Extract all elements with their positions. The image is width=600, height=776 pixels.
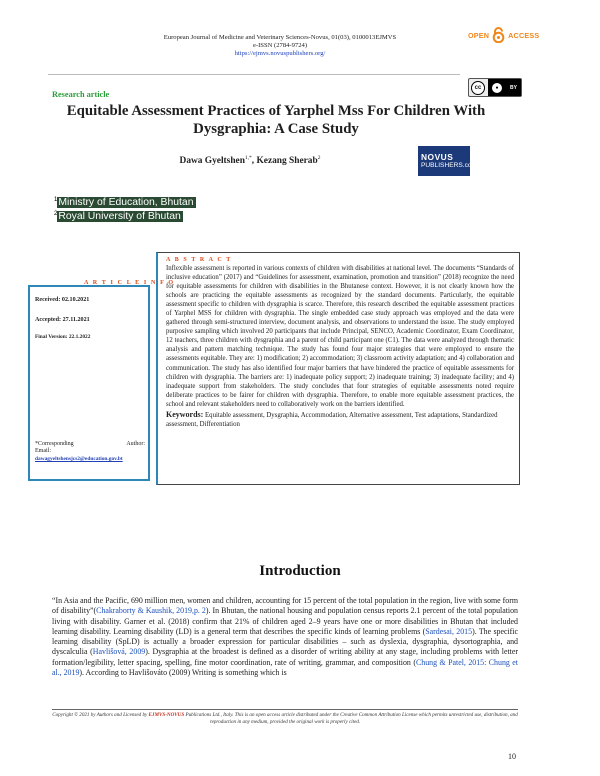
keywords bbox=[166, 410, 514, 429]
journal-url[interactable]: https://ejmvs.novuspublishers.org/ bbox=[234, 50, 326, 58]
intro-text-4: ). Dysgraphia at the broadest is defined as a disorder of writing ability at any stage, including problems with letter formation/legibility, letter spacing, spelling, fine motor coordination, rate of writing, grammar, and composition ( bbox=[52, 647, 518, 667]
intro-text-5: ). According to Havlišováto (2009) Writing is something which is bbox=[79, 668, 287, 678]
intro-text-2: ). In Bhutan, the national housing and population census reports 2.1 percent of the total population living with disability. Garner et al. (2018) confirm that 21% of children aged 2–9 years have one or more disabilities in Bhutan that included learning disability. Learning disability (LD) is a general term that describes the specific kinds of learning problems ( bbox=[52, 606, 518, 636]
article-info-heading: A R T I C L E I N F O bbox=[84, 280, 175, 286]
page-number: 10 bbox=[508, 752, 516, 761]
affiliation-2-num: 2 bbox=[54, 211, 58, 217]
citation-2[interactable]: Sardesai, 2015 bbox=[425, 626, 473, 636]
introduction-heading: Introduction bbox=[259, 563, 341, 579]
novus-logo-line1: NOVUS bbox=[421, 151, 454, 162]
issn: e-ISSN (2784-9724) bbox=[252, 42, 308, 50]
cc-bar bbox=[488, 79, 521, 96]
corresponding-label: *Corresponding bbox=[35, 441, 74, 447]
final-version-date: Final Version: 22.1.2022 bbox=[35, 334, 91, 340]
abstract-box bbox=[156, 252, 520, 485]
cc-by-label: BY bbox=[510, 84, 517, 91]
footer-post: Publications Ltd., Italy. This is an open access article distributed under the Creative Common Attribution License which permits unrestricted use, distribution, and reproduction in any medium, provided the original work is properly cited. bbox=[184, 712, 518, 725]
abstract-heading: A B S T R A C T bbox=[166, 257, 232, 263]
article-info-box bbox=[28, 285, 150, 481]
cc-license-badge bbox=[468, 78, 522, 97]
introduction-paragraph bbox=[52, 596, 518, 678]
open-lock-icon bbox=[492, 27, 505, 43]
footer-publisher: EJMVS-NOVUS bbox=[148, 712, 185, 718]
open-access-right: ACCESS bbox=[508, 30, 540, 40]
journal-line: European Journal of Medicine and Veterinary Sciences-Novus, 01(03), 0100013EJMVS bbox=[163, 34, 397, 41]
person-icon: ● bbox=[492, 83, 502, 93]
author-1: Dawa Gyeltshen bbox=[179, 156, 245, 167]
affiliation-2 bbox=[54, 211, 183, 222]
citation-1[interactable]: Chakraborty & Kaushik, 2019,p. 2 bbox=[96, 606, 206, 616]
received-date: Received: 02.10.2021 bbox=[35, 297, 90, 303]
author-2: Kezang Sherab bbox=[256, 156, 318, 167]
author-2-sup: 2 bbox=[317, 155, 321, 161]
author-separator: , bbox=[251, 156, 257, 167]
open-access-left: OPEN bbox=[468, 30, 490, 40]
abstract-text: Inflexible assessment is reported in various contexts of children with disabilities at national level. The documents “Standards of inclusive education” (2017) and “Guidelines for assessment, examination, promotion and transition” (2018) recognize the need for equitable assessments for children with disabilities in the Bhutanese context. However, it is not clearly known how the schools are practicing the equitable assessments as recognized by the standard documents. Particularly, the equitable assessment specific to children with dysgraphia is scarce. Therefore, this research described the equitable assessment practices of Yarphel MSS for children with dysgraphia. The single embedded case study approach was employed and the data were gathered through semi-structured interview, document analysis, and observations to understand the issue. The study employed purposive sampling which involved 20 participants that include Principal, SENCO, Academic Coordinator, Exam Coordinator, 12 teachers, three children with dysgraphia and a parent of child participant one (C1). The data were analyzed through thematic analysis and pattern matching technique. The study has found four major strategies that were employed to ensure the assessments equitable. They are: 1) modification; 2) accommodation; 3) classroom activity adaptation; and 4) collaboration and communication. The study has also identified four major barriers that have hindered the practice of equitable assessments for children with dysgraphia. The barriers are: 1) inadequate policy support; 2) inadequate training; 3) inadequate facility; and 4) inadequate support from stakeholders. The study concludes that four strategies of equitable assessments noted require deliberate practices to be fairer for children with dysgraphia. Therefore, to enable more equitable assessment practices, the school and relevant stakeholders need to collaboratively work on the barriers identified. bbox=[166, 265, 514, 408]
accepted-date: Accepted: 27.11.2021 bbox=[35, 317, 90, 323]
affiliation-1 bbox=[54, 197, 196, 208]
intro-text-3: ). The specific learning disability (SpLD) is actually a broader expression for particular disabilities – such as dyslexia, dysgraphia, dysortographia, and dyscalculia ( bbox=[52, 626, 518, 657]
author-1-sup: 1,* bbox=[244, 155, 252, 161]
affiliation-1-name: Ministry of Education, Bhutan bbox=[58, 197, 194, 209]
footer-pre: Copyright © 2021 by Authors and Licensed by bbox=[52, 712, 149, 718]
footer-rule bbox=[52, 709, 518, 710]
intro-text-1: “In Asia and the Pacific, 690 million men, women and children, accounting for 15 percent of the total population in the region, live with some form of disability”( bbox=[52, 596, 518, 616]
affiliation-2-name: Royal University of Bhutan bbox=[58, 211, 181, 223]
cc-icon: cc bbox=[471, 81, 485, 95]
paper-title: Equitable Assessment Practices of Yarphel Mss For Children With Dysgraphia: A Case Study bbox=[66, 103, 486, 137]
novus-publishers-logo bbox=[418, 146, 478, 176]
keywords-label: Keywords: bbox=[166, 409, 204, 419]
email-link[interactable]: dawagyeltshensjcs2@education.gov.bt bbox=[35, 455, 123, 462]
keywords-list: Equitable assessment, Dysgraphia, Accommodation, Alternative assessment, Test adaptations, Standardized assessment, Differentiation bbox=[166, 411, 498, 428]
corresponding-author bbox=[35, 441, 145, 462]
novus-logo-line2: PUBLISHERS.com bbox=[421, 161, 478, 169]
open-access-logo bbox=[468, 27, 539, 43]
header-rule bbox=[48, 74, 460, 75]
citation-3[interactable]: Havlišová, 2009 bbox=[92, 647, 146, 657]
journal-header bbox=[130, 34, 430, 59]
affiliation-1-num: 1 bbox=[54, 197, 58, 203]
email-label: Email: bbox=[35, 448, 51, 455]
article-type: Research article bbox=[52, 90, 110, 99]
author-label: Author: bbox=[126, 441, 145, 447]
author-list bbox=[120, 155, 380, 166]
citation-4[interactable]: Chung & Patel, 2015: Chung et al., 2019 bbox=[52, 657, 519, 678]
copyright-footer bbox=[52, 712, 518, 726]
